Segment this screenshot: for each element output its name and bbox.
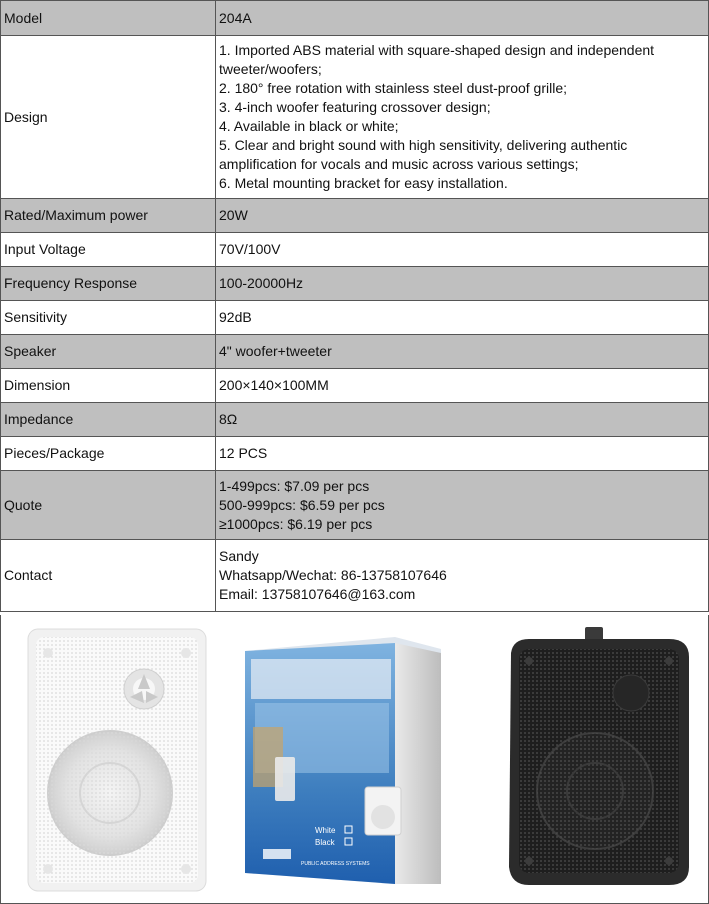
value-dimension: 200×140×100MM <box>216 369 709 403</box>
label-quote: Quote <box>1 471 216 540</box>
row-power <box>1 199 709 233</box>
row-quote <box>1 471 709 540</box>
value-speaker: 4" woofer+tweeter <box>216 335 709 369</box>
value-impedance: 8Ω <box>216 403 709 437</box>
value-model: 204A <box>216 1 709 36</box>
row-model <box>1 1 709 36</box>
value-power: 20W <box>216 199 709 233</box>
row-design <box>1 36 709 199</box>
value-pieces: 12 PCS <box>216 437 709 471</box>
box-footer-text: PUBLIC ADDRESS SYSTEMS <box>301 861 370 867</box>
value-sensitivity: 92dB <box>216 301 709 335</box>
value-frequency: 100-20000Hz <box>216 267 709 301</box>
value-quote: 1-499pcs: $7.09 per pcs 500-999pcs: $6.59 per pcs ≥1000pcs: $6.19 per pcs <box>216 471 709 540</box>
label-speaker: Speaker <box>1 335 216 369</box>
white-speaker-image <box>26 623 208 893</box>
row-pieces <box>1 437 709 471</box>
row-voltage <box>1 233 709 267</box>
packaging-box-image <box>245 637 441 884</box>
label-voltage: Input Voltage <box>1 233 216 267</box>
label-power: Rated/Maximum power <box>1 199 216 233</box>
value-design: 1. Imported ABS material with square-shaped design and independent tweeter/woofers; 2. 180° free rotation with stainless steel dust-proof grille; 3. 4-inch woofer featuring crossover design; 4. Available in black or white; 5. Clear and bright sound with high sensitivity, delivering authentic amplification for vocals and music across various settings; 6. Metal mounting bracket for easy installation. <box>216 36 709 199</box>
value-contact: Sandy Whatsapp/Wechat: 86-13758107646 Email: 13758107646@163.com <box>216 540 709 612</box>
black-speaker-image <box>499 623 694 893</box>
label-dimension: Dimension <box>1 369 216 403</box>
label-model: Model <box>1 1 216 36</box>
row-speaker <box>1 335 709 369</box>
row-contact <box>1 540 709 612</box>
box-black-option: Black <box>315 838 335 847</box>
label-design: Design <box>1 36 216 199</box>
label-sensitivity: Sensitivity <box>1 301 216 335</box>
label-contact: Contact <box>1 540 216 612</box>
row-dimension <box>1 369 709 403</box>
row-frequency <box>1 267 709 301</box>
box-white-option: White <box>315 826 336 835</box>
label-frequency: Frequency Response <box>1 267 216 301</box>
row-sensitivity <box>1 301 709 335</box>
row-impedance <box>1 403 709 437</box>
label-pieces: Pieces/Package <box>1 437 216 471</box>
label-impedance: Impedance <box>1 403 216 437</box>
value-voltage: 70V/100V <box>216 233 709 267</box>
product-photos <box>0 615 709 904</box>
